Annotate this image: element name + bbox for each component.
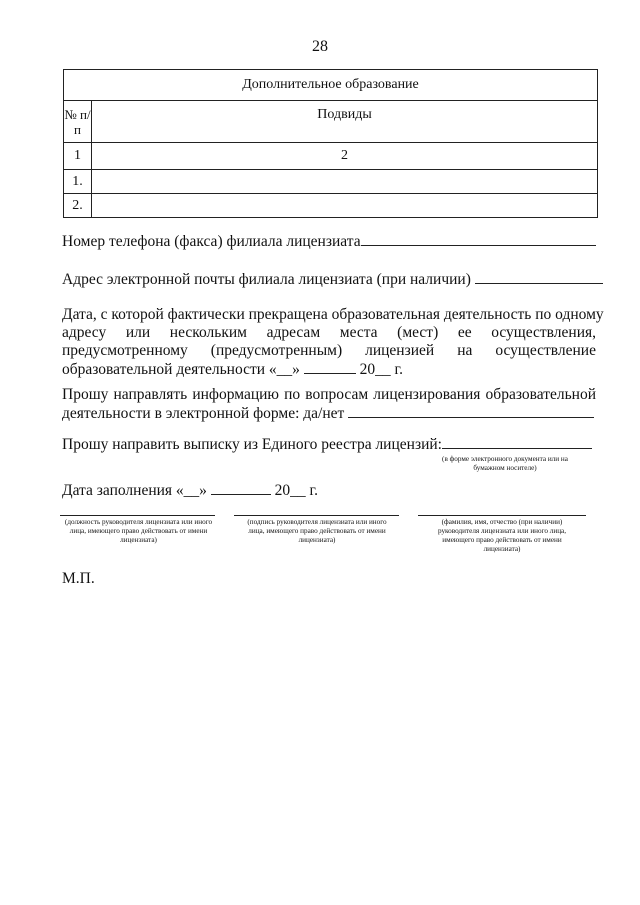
termination-date-year: 20__ г. [359, 361, 404, 378]
extract-input-line[interactable] [442, 435, 592, 449]
table-row-value[interactable] [92, 170, 598, 194]
extract-label: Прошу направить выписку из Единого реестра лицензий: [62, 436, 442, 453]
phone-input-line[interactable] [361, 232, 596, 246]
stamp-placeholder: М.П. [62, 570, 95, 587]
termination-text-line: предусмотренному (предусмотренным) лицензией на осуществление [62, 342, 596, 359]
fill-date-prefix: Дата заполнения «__» [62, 482, 207, 499]
table-header-number: № п/п [64, 101, 92, 143]
phone-label: Номер телефона (факса) филиала лицензиата [62, 233, 361, 250]
table-header-subtypes: Подвиды [92, 101, 598, 143]
termination-month-input[interactable] [304, 360, 356, 374]
table-title: Дополнительное образование [64, 70, 598, 101]
education-table [63, 69, 598, 218]
signature-note: (подпись руководителя лицензиата или иного лица, имеющего право действовать от имени лицензиата) [247, 518, 387, 544]
email-input-line[interactable] [475, 270, 603, 284]
position-signature-line[interactable] [60, 515, 215, 516]
fill-date-month-input[interactable] [211, 481, 271, 495]
electronic-text-line: Прошу направлять информацию по вопросам лицензирования образовательной [62, 386, 596, 403]
extract-note: (в форме электронного документа или на бумажном носителе) [442, 455, 568, 472]
termination-text-line: Дата, с которой фактически прекращена образовательная деятельность по одному [62, 306, 604, 323]
page-number: 28 [312, 38, 328, 55]
termination-date-prefix: образовательной деятельности «__» [62, 361, 300, 378]
table-row [64, 170, 598, 194]
electronic-answer-line [62, 404, 596, 423]
signature-line[interactable] [234, 515, 399, 516]
position-note: (должность руководителя лицензиата или иного лица, имеющего право действовать от имени лицензиата) [64, 518, 213, 544]
name-signature-line[interactable] [418, 515, 586, 516]
fill-date-year: 20__ г. [274, 482, 319, 499]
table-row-number: 2. [64, 194, 92, 218]
phone-field [62, 232, 596, 251]
name-note: (фамилия, имя, отчество (при наличии) руководителя лицензиата или иного лица, имеющего право действовать от имени лицензиата) [437, 518, 567, 553]
table-index-cell: 1 [64, 143, 92, 170]
electronic-answer-label: деятельности в электронной форме: да/нет [62, 405, 345, 422]
electronic-form-paragraph [62, 386, 596, 423]
table-row-number: 1. [64, 170, 92, 194]
electronic-answer-input[interactable] [348, 404, 594, 418]
extract-field [62, 435, 596, 454]
termination-date-paragraph [62, 306, 604, 379]
table-index-cell: 2 [92, 143, 598, 170]
termination-date-line [62, 360, 596, 379]
termination-text-line: адресу или нескольким адресам места (мест) ее осуществления, [62, 324, 596, 341]
email-field [62, 270, 596, 289]
table-row [64, 194, 598, 218]
fill-date-field [62, 481, 596, 500]
email-label: Адрес электронной почты филиала лицензиата (при наличии) [62, 271, 471, 288]
table-row-value[interactable] [92, 194, 598, 218]
